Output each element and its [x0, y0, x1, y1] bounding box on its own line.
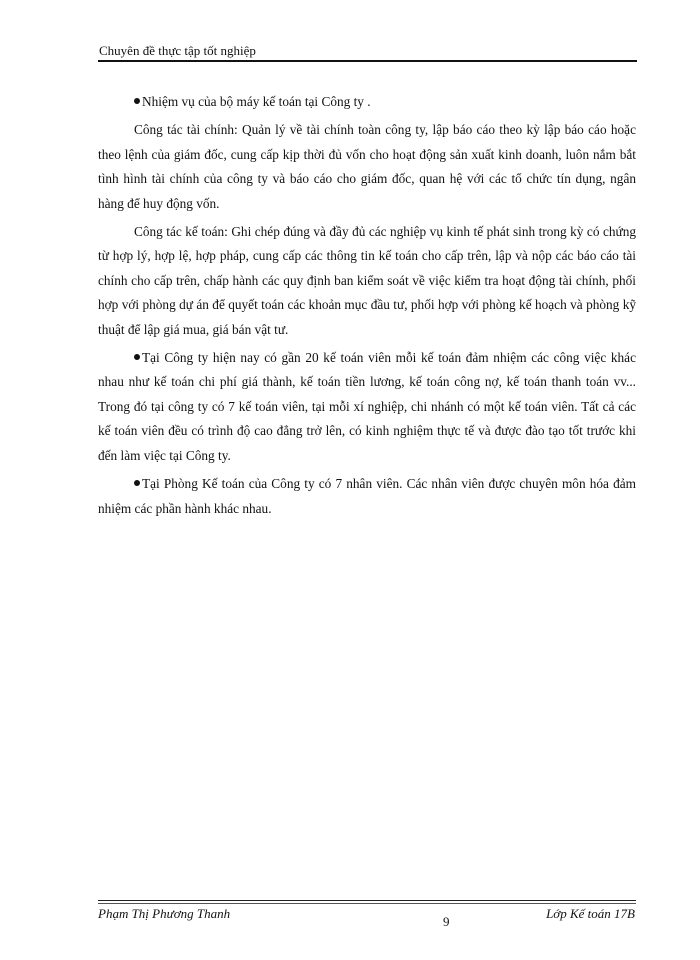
footer-divider — [98, 900, 636, 901]
footer-divider-secondary — [98, 903, 636, 904]
paragraph-text: Công tác kế toán: Ghi chép đúng và đầy đủ các nghiệp vụ kinh tế phát sinh trong kỳ có chứng từ hợp lý, hợp lệ, hợp pháp, cung cấp các thông tin kế toán cho cấp trên, lập và nộp các báo cáo tài chính cho cấp trên, chấp hành các quy định ban kiểm soát về việc kiểm tra hoạt động tài chính, phối hợp với phòng dự án để quyết toán các khoản mục đầu tư, phối hợp với phòng kế hoạch và phòng kỹ thuật để lập giá mua, giá bán vật tư. — [98, 224, 636, 337]
bullet-icon — [134, 98, 140, 104]
page-footer — [98, 900, 636, 940]
page-number: 9 — [443, 914, 450, 929]
paragraph-text: Nhiệm vụ của bộ máy kế toán tại Công ty . — [142, 94, 371, 109]
document-body — [98, 90, 636, 525]
paragraph-accounting-work — [98, 220, 636, 342]
paragraph-text: Công tác tài chính: Quản lý về tài chính toàn công ty, lập báo cáo theo kỳ lập báo cáo hoặc theo lệnh của giám đốc, cung cấp kịp thời đủ vốn cho hoạt động sản xuất kinh doanh, luôn nắm bắt tình hình tài chính của công ty và báo cáo cho giám đốc, quan hệ với các tổ chức tín dụng, ngân hàng để huy động vốn. — [98, 122, 636, 211]
paragraph-bullet-accountants — [98, 346, 636, 468]
page-header — [98, 43, 637, 62]
bullet-icon — [134, 480, 140, 486]
footer-author: Phạm Thị Phương Thanh — [98, 906, 231, 921]
footer-class-name: Lớp Kế toán 17B — [546, 906, 635, 921]
paragraph-text: Tại Phòng Kế toán của Công ty có 7 nhân viên. Các nhân viên được chuyên môn hóa đảm nhiệm các phần hành khác nhau. — [98, 476, 636, 516]
paragraph-text: Tại Công ty hiện nay có gần 20 kế toán viên mỗi kế toán đảm nhiệm các công việc khác nhau như kế toán chi phí giá thành, kế toán tiền lương, kế toán công nợ, kế toán thanh toán vv... Trong đó tại công ty có 7 kế toán viên, tại mỗi xí nghiệp, chi nhánh có một kế toán viên. Tất cả các kế toán viên đều có trình độ cao đẳng trở lên, có kinh nghiệm thực tế và được đào tạo tốt trước khi đến làm việc tại Công ty. — [98, 350, 636, 463]
paragraph-bullet-department — [98, 472, 636, 521]
paragraph-bullet-duties — [98, 90, 636, 114]
bullet-icon — [134, 354, 140, 360]
document-title: Chuyên đề thực tập tốt nghiệp — [99, 43, 256, 58]
paragraph-finance-work — [98, 118, 636, 216]
